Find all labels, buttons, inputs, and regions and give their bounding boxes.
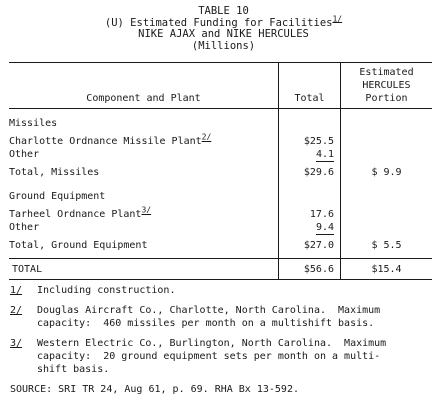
spacer-row (9, 109, 432, 118)
table-row (9, 221, 432, 235)
subtotal-label: Total, Ground Equipment (9, 239, 279, 252)
row-hercules (341, 221, 433, 235)
table-title (0, 6, 447, 52)
footnote-item (10, 304, 435, 330)
header-hercules-line-3: Portion (365, 93, 408, 104)
row-hercules (341, 208, 433, 221)
row-total (279, 148, 341, 162)
funding-table (9, 62, 432, 280)
row-footnote-marker: 3/ (141, 205, 152, 215)
title-footnote-marker: 1/ (332, 14, 343, 23)
row-label-text: Charlotte Ordnance Missile Plant (9, 136, 202, 147)
row-total-underlined: 9.4 (315, 222, 334, 233)
header-component: Component and Plant (9, 63, 279, 109)
footnote-item (10, 337, 435, 376)
row-label (9, 132, 279, 148)
section-heading-row (9, 117, 432, 130)
subtotal-hercules: $ 5.5 (371, 240, 402, 251)
footnote-text: Western Electric Co., Burlington, North Carolina. Maximum capacity: 20 ground equipment sets per month on a multi- shift basis. (37, 338, 387, 375)
title-line-3: NIKE AJAX and NIKE HERCULES (138, 28, 309, 40)
subtotal-row (9, 166, 432, 179)
table-row (9, 148, 432, 162)
footnote-text: Douglas Aircraft Co., Charlotte, North Carolina. Maximum capacity: 460 missiles per month on a multishift basis. (37, 305, 381, 329)
table-row (9, 208, 432, 221)
subtotal-total: $27.0 (279, 239, 341, 252)
row-label-text: Tarheel Ordnance Plant (9, 209, 142, 220)
title-line-1: TABLE 10 (198, 5, 249, 17)
source-line: SOURCE: SRI TR 24, Aug 61, p. 69. RHA Bx 13-592. (10, 384, 299, 395)
title-line-2-text: (U) Estimated Funding for Facilities (104, 16, 333, 29)
row-label: Other (9, 221, 279, 235)
row-total: 17.6 (279, 208, 341, 221)
header-hercules-line-2: HERCULES (362, 80, 411, 91)
grand-total-label: TOTAL (9, 259, 279, 280)
footnote-key: 2/ (10, 305, 23, 316)
row-hercules (341, 148, 433, 162)
subtotal-row (9, 239, 432, 252)
section-missiles-heading: Missiles (9, 117, 279, 130)
grand-total-total: $56.6 (279, 259, 341, 280)
footnote-item (10, 284, 435, 297)
subtotal-label: Total, Missiles (9, 166, 279, 179)
row-label: Other (9, 148, 279, 162)
header-hercules (341, 63, 433, 109)
header-total: Total (279, 63, 341, 109)
row-footnote-marker: 2/ (201, 132, 212, 142)
grand-total-row (9, 259, 432, 280)
title-line-4: (Millions) (191, 39, 256, 52)
section-heading-row (9, 190, 432, 203)
section-ground-heading: Ground Equipment (9, 190, 279, 203)
table-row (9, 135, 432, 148)
subtotal-total: $29.6 (279, 166, 341, 179)
row-total: $25.5 (279, 135, 341, 148)
row-total-underlined: 4.1 (315, 149, 334, 160)
footnotes (10, 284, 435, 383)
row-label (9, 205, 279, 221)
row-hercules (341, 135, 433, 148)
header-hercules-line-1: Estimated (359, 67, 414, 78)
grand-total-hercules: $15.4 (341, 259, 433, 280)
footnote-key: 3/ (10, 338, 23, 349)
table-header-row (9, 63, 432, 109)
spacer-row (9, 179, 432, 190)
footnote-key: 1/ (10, 285, 23, 296)
footnote-text: Including construction. (37, 285, 176, 296)
subtotal-hercules: $ 9.9 (371, 167, 402, 178)
row-total (279, 221, 341, 235)
